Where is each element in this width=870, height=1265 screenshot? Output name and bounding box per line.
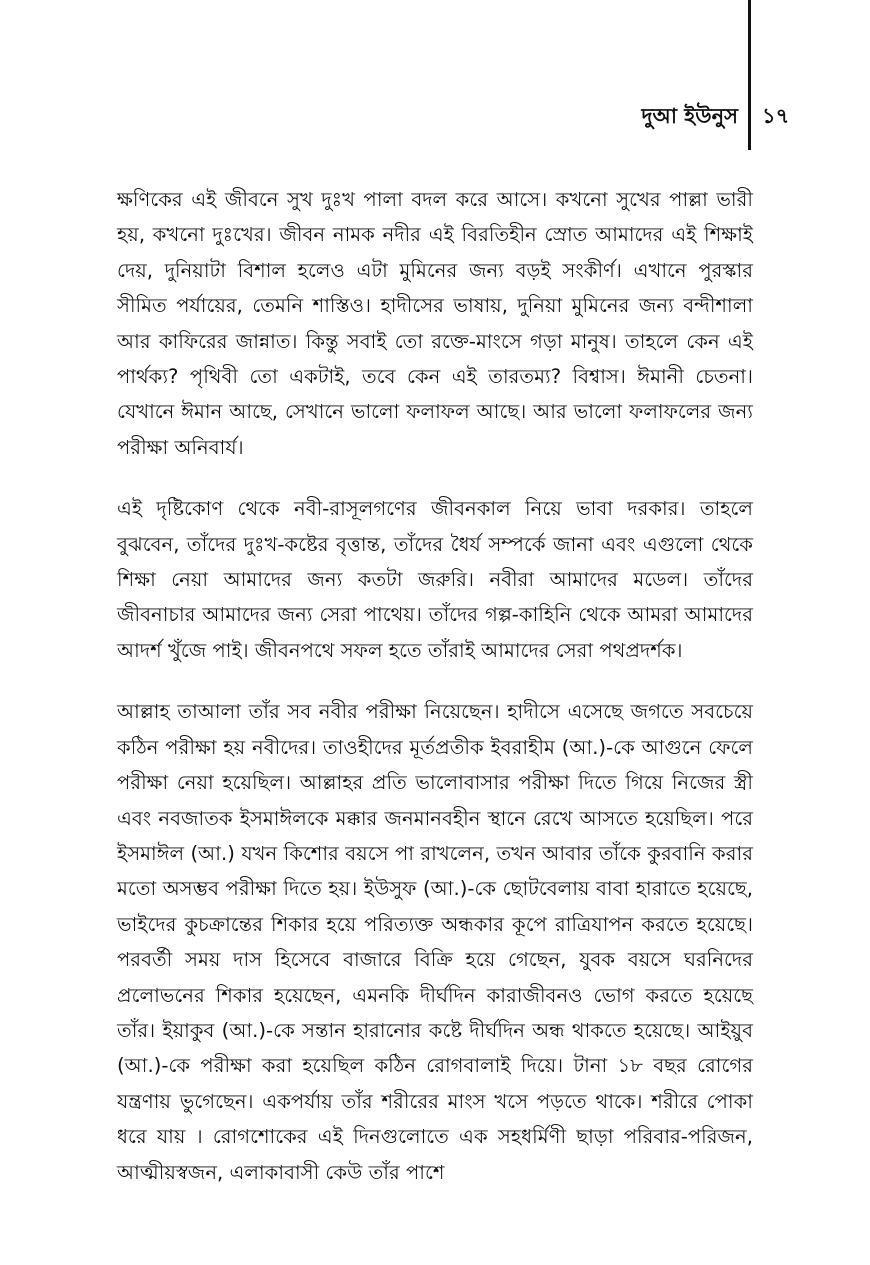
paragraph-1: ক্ষণিকের এই জীবনে সুখ দুঃখ পালা বদল করে আসে। কখনো সুখের পাল্লা ভারী হয়, কখনো দুঃখের। জীবন নামক নদীর এই বিরতিহীন স্রোত আমাদের এই শিক্ষাই দেয়, দুনিয়াটা বিশাল হলেও এটা মুমিনের জন্য বড়ই সংকীর্ণ। এখানে পুরস্কার সীমিত পর্যায়ের, তেমনি শাস্তিও। হাদীসের ভাষায়, দুনিয়া মুমিনের জন্য বন্দীশালা আর কাফিরের জান্নাত। কিন্তু সবাই তো রক্তে-মাংসে গড়া মানুষ। তাহলে কেন এই পার্থক্য? পৃথিবী তো একটাই, তবে কেন এই তারতম্য? বিশ্বাস। ঈমানী চেতনা। যেখানে ঈমান আছে, সেখানে ভালো ফলাফল আছে। আর ভালো ফলাফলের জন্য পরীক্ষা অনিবার্য। bbox=[117, 188, 753, 459]
paragraph-2: এই দৃষ্টিকোণ থেকে নবী-রাসূলগণের জীবনকাল নিয়ে ভাবা দরকার। তাহলে বুঝবেন, তাঁদের দুঃখ-কষ্টের বৃত্তান্ত, তাঁদের ধৈর্য সম্পর্কে জানা এবং এগুলো থেকে শিক্ষা নেয়া আমাদের জন্য কতটা জরুরি। নবীরা আমাদের মডেল। তাঁদের জীবনাচার আমাদের জন্য সেরা পাথেয়। তাঁদের গল্প-কাহিনি থেকে আমরা আমাদের আদর্শ খুঁজে পাই। জীবনপথে সফল হতে তাঁরাই আমাদের সেরা পথপ্রদর্শক। bbox=[117, 497, 753, 662]
header-vertical-rule bbox=[748, 0, 751, 150]
page-number: ১৭ bbox=[762, 103, 790, 128]
body-text bbox=[117, 182, 753, 1190]
running-title: দুআ ইউনুস bbox=[641, 103, 738, 128]
paragraph-3: আল্লাহ তাআলা তাঁর সব নবীর পরীক্ষা নিয়েছেন। হাদীসে এসেছে জগতে সবচেয়ে কঠিন পরীক্ষা হয় নবীদের। তাওহীদের মূর্তপ্রতীক ইবরাহীম (আ.)-কে আগুনে ফেলে পরীক্ষা নেয়া হয়েছিল। আল্লাহর প্রতি ভালোবাসার পরীক্ষা দিতে গিয়ে নিজের স্ত্রী এবং নবজাতক ইসমাঈলকে মক্কার জনমানবহীন স্থানে রেখে আসতে হয়েছিল। পরে ইসমাঈল (আ.) যখন কিশোর বয়সে পা রাখলেন, তখন আবার তাঁকে কুরবানি করার মতো অসম্ভব পরীক্ষা দিতে হয়। ইউসুফ (আ.)-কে ছোটবেলায় বাবা হারাতে হয়েছে, ভাইদের কুচক্রান্তের শিকার হয়ে পরিত্যক্ত অন্ধকার কূপে রাত্রিযাপন করতে হয়েছে। পরবর্তী সময় দাস হিসেবে বাজারে বিক্রি হয়ে গেছেন, যুবক বয়সে ঘরনিদের প্রলোভনের শিকার হয়েছেন, এমনকি দীর্ঘদিন কারাজীবনও ভোগ করতে হয়েছে তাঁর। ইয়াকুব (আ.)-কে সন্তান হারানোর কষ্টে দীর্ঘদিন অন্ধ থাকতে হয়েছে। আইয়ুব (আ.)-কে পরীক্ষা করা হয়েছিল কঠিন রোগবালাই দিয়ে। টানা ১৮ বছর রোগের যন্ত্রণায় ভুগেছেন। একপর্যায় তাঁর শরীরের মাংস খসে পড়তে থাকে। শরীরে পোকা ধরে যায় । রোগশোকের এই দিনগুলোতে এক সহধর্মিণী ছাড়া পরিবার-পরিজন, আত্মীয়স্বজন, এলাকাবাসী কেউ তাঁর পাশে bbox=[117, 700, 753, 1184]
